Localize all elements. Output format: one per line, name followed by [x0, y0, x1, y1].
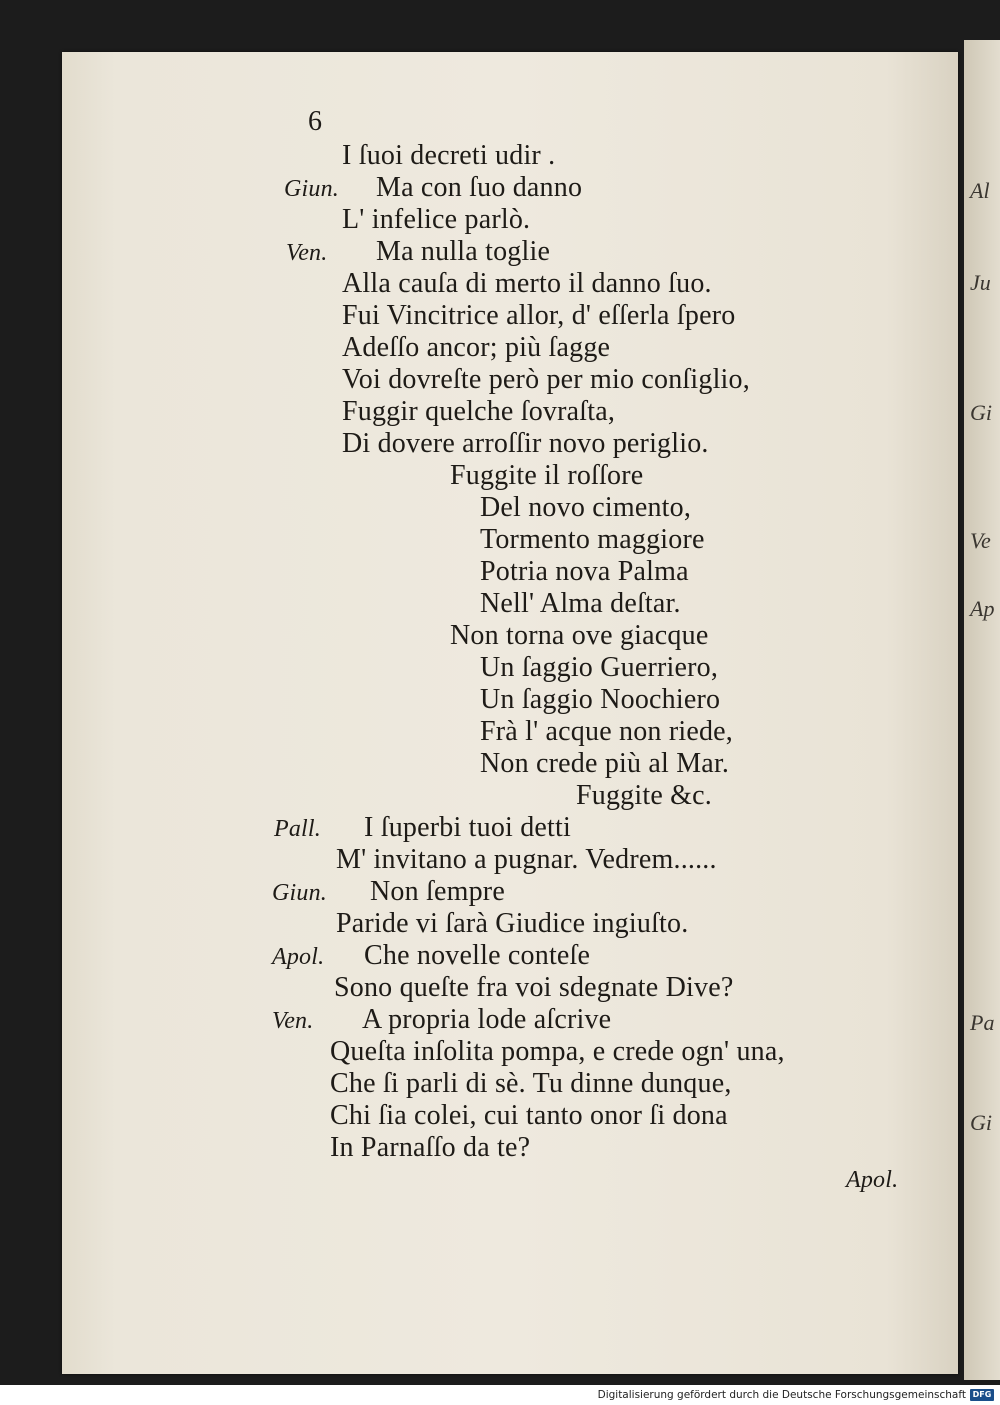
next-page-fragment: Gi — [970, 400, 992, 425]
verse-line: Sono queſte fra voi sdegnate Dive? — [334, 972, 734, 1003]
verse-line: Non ſempre — [370, 876, 505, 907]
aria-line: Nell' Alma deſtar. — [480, 588, 681, 619]
verse-line: In Parnaſſo da te? — [330, 1132, 531, 1163]
verse-line: Paride vi ſarà Giudice ingiuſto. — [336, 908, 689, 939]
verse-line: I ſuoi decreti udir . — [342, 140, 556, 171]
aria-line: Frà l' acque non riede, — [480, 716, 733, 747]
verse-line: L' infelice parlò. — [342, 204, 531, 235]
page-number: 6 — [308, 106, 323, 137]
verse-line: Queſta inſolita pompa, e crede ogn' una, — [330, 1036, 785, 1067]
aria-line: Un ſaggio Guerriero, — [480, 652, 719, 683]
verse-line: Fuggir quelche ſovraſta, — [342, 396, 616, 427]
verse-line: Ma nulla toglie — [376, 236, 551, 267]
aria-line: Tormento maggiore — [480, 524, 705, 555]
verse-line: I ſuperbi tuoi detti — [364, 812, 571, 843]
dfg-logo: DFG — [970, 1389, 994, 1401]
digitization-footer — [0, 1385, 1000, 1405]
verse-line: Ma con ſuo danno — [376, 172, 583, 203]
verse-line: Di dovere arroſſir novo periglio. — [342, 428, 709, 459]
verse-line: Voi dovreſte però per mio conſiglio, — [342, 364, 750, 395]
speaker-label: Apol. — [272, 944, 325, 970]
aria-line: Del novo cimento, — [480, 492, 692, 523]
verse-line: Che ſi parli di sè. Tu dinne dunque, — [330, 1068, 732, 1099]
speaker-label: Giun. — [284, 176, 339, 202]
verse-line: Fui Vincitrice allor, d' eſſerla ſpero — [342, 300, 736, 331]
aria-line: Un ſaggio Noochiero — [480, 684, 721, 715]
verse-line: M' invitano a pugnar. Vedrem...... — [336, 844, 717, 875]
next-page-fragment: Ap — [970, 596, 995, 621]
speaker-label: Ven. — [272, 1008, 314, 1034]
next-page-fragment: Ve — [970, 528, 991, 553]
catchword: Apol. — [846, 1167, 899, 1193]
aria-line: Fuggite il roſſore — [450, 460, 644, 491]
verse-line: Chi ſia colei, cui tanto onor ſi dona — [330, 1100, 728, 1131]
next-page-fragment: Ju — [970, 270, 991, 295]
next-page-fragment: Pa — [970, 1010, 995, 1035]
verse-line: Alla cauſa di merto il danno ſuo. — [342, 268, 712, 299]
aria-line: Non torna ove giacque — [450, 620, 709, 651]
next-page-fragment: Gi — [970, 1110, 992, 1135]
aria-line: Non crede più al Mar. — [480, 748, 730, 779]
verse-line: A propria lode aſcrive — [362, 1004, 612, 1035]
next-page-fragment: Al — [970, 178, 990, 203]
verse-line: Che novelle conteſe — [364, 940, 591, 971]
speaker-label: Ven. — [286, 240, 328, 266]
speaker-label: Giun. — [272, 880, 327, 906]
aria-line: Potria nova Palma — [480, 556, 689, 587]
speaker-label: Pall. — [274, 816, 321, 842]
footer-credit: Digitalisierung gefördert durch die Deutsche Forschungsgemeinschaft — [597, 1389, 966, 1401]
verse-line: Adeſſo ancor; più ſagge — [342, 332, 611, 363]
da-capo-line: Fuggite &c. — [576, 780, 712, 811]
